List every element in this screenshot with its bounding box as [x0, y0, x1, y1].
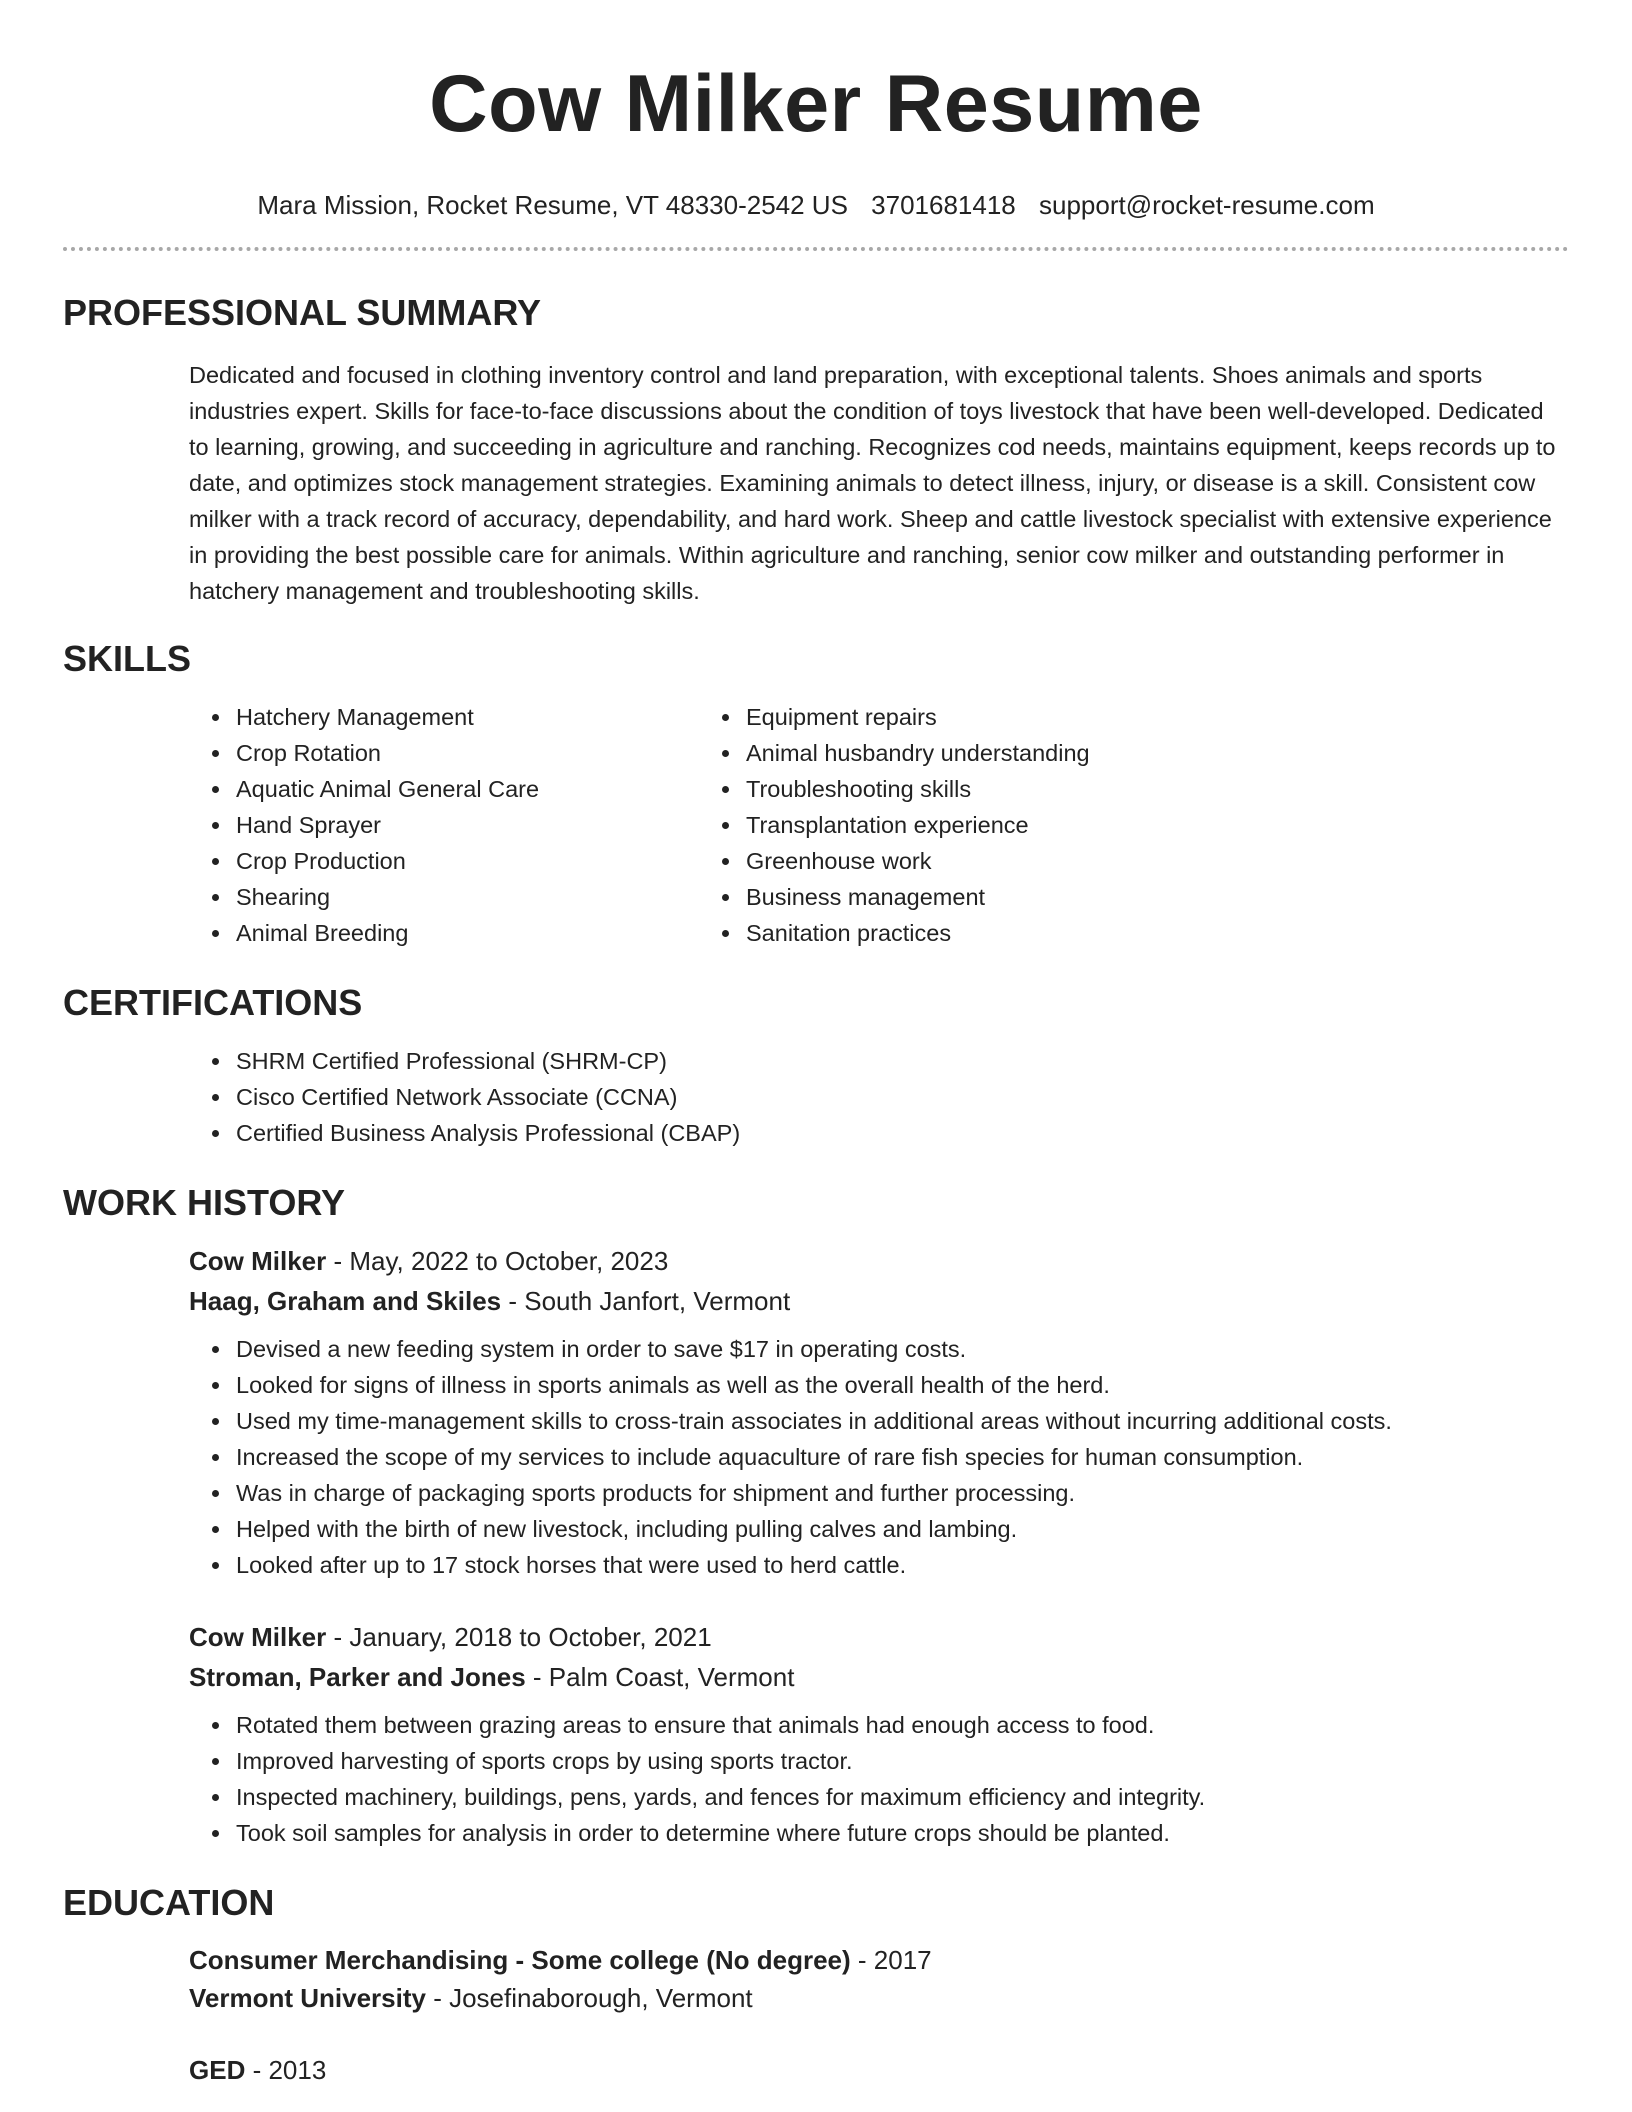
- job-company: Haag, Graham and Skiles: [189, 1286, 502, 1316]
- job-bullet: • Used my time-management skills to cross-train associates in additional areas without incurring additional costs.: [233, 1403, 1569, 1439]
- skill-item: • Troubleshooting skills: [743, 771, 1423, 807]
- education-heading: EDUCATION: [63, 1882, 275, 1923]
- job-role: Cow Milker: [189, 1246, 327, 1276]
- job-bullet: • Helped with the birth of new livestock, including pulling calves and lambing.: [233, 1511, 1569, 1547]
- skills-column-left: [63, 699, 743, 951]
- education-entry: [63, 1941, 1569, 2017]
- skills-grid: [63, 699, 1569, 951]
- skill-item: • Hand Sprayer: [233, 807, 743, 843]
- skill-item: • Sanitation practices: [743, 915, 1423, 951]
- contact-email: support@rocket-resume.com: [1039, 190, 1375, 220]
- certification-item: • SHRM Certified Professional (SHRM-CP): [233, 1043, 1569, 1079]
- skill-item: • Crop Rotation: [233, 735, 743, 771]
- contact-address: Mara Mission, Rocket Resume, VT 48330-2542 US: [257, 190, 848, 220]
- job-bullet: • Rotated them between grazing areas to ensure that animals had enough access to food.: [233, 1707, 1569, 1743]
- skill-item: • Animal Breeding: [233, 915, 743, 951]
- job-bullet: • Took soil samples for analysis in order to determine where future crops should be planted.: [233, 1815, 1569, 1851]
- job-bullets: [63, 1331, 1569, 1583]
- skill-item: • Equipment repairs: [743, 699, 1423, 735]
- skill-item: • Aquatic Animal General Care: [233, 771, 743, 807]
- education-degree-line: [189, 1941, 1569, 1979]
- skills-list-right: [743, 699, 1423, 951]
- education-location: - Josefinaborough, Vermont: [425, 1983, 753, 2013]
- job-company-line: [189, 1657, 1569, 1697]
- job-entry: [63, 1617, 1569, 1851]
- education-school: Vermont University: [189, 1983, 426, 2013]
- education-degree: GED: [189, 2055, 246, 2085]
- job-bullet: • Inspected machinery, buildings, pens, yards, and fences for maximum efficiency and integrity.: [233, 1779, 1569, 1815]
- job-entry: [63, 1241, 1569, 1583]
- contact-line: [63, 188, 1569, 222]
- summary-heading: PROFESSIONAL SUMMARY: [63, 292, 542, 333]
- education-year: - 2017: [850, 1945, 932, 1975]
- skill-item: • Shearing: [233, 879, 743, 915]
- education-section: [63, 1881, 1569, 2089]
- skill-item: • Hatchery Management: [233, 699, 743, 735]
- education-degree: Consumer Merchandising - Some college (No degree): [189, 1945, 851, 1975]
- skill-item: • Business management: [743, 879, 1423, 915]
- skills-section: [63, 637, 1569, 951]
- job-bullet: • Improved harvesting of sports crops by using sports tractor.: [233, 1743, 1569, 1779]
- certifications-heading: CERTIFICATIONS: [63, 982, 363, 1023]
- job-bullet: • Looked for signs of illness in sports animals as well as the overall health of the herd.: [233, 1367, 1569, 1403]
- job-bullet: • Was in charge of packaging sports products for shipment and further processing.: [233, 1475, 1569, 1511]
- skills-list-left: [63, 699, 743, 951]
- skill-item: • Animal husbandry understanding: [743, 735, 1423, 771]
- job-dates: - May, 2022 to October, 2023: [326, 1246, 669, 1276]
- skills-heading: SKILLS: [63, 638, 192, 679]
- education-degree-line: [189, 2051, 1569, 2089]
- job-dates: - January, 2018 to October, 2021: [326, 1622, 712, 1652]
- certifications-section: [63, 981, 1569, 1151]
- contact-phone: 3701681418: [871, 190, 1016, 220]
- education-year: - 2013: [245, 2055, 327, 2085]
- job-bullet: • Increased the scope of my services to include aquaculture of rare fish species for human consumption.: [233, 1439, 1569, 1475]
- job-bullet: • Looked after up to 17 stock horses that were used to herd cattle.: [233, 1547, 1569, 1583]
- header-divider: [63, 247, 1569, 251]
- resume-title: Cow Milker Resume: [429, 59, 1203, 149]
- job-bullet: • Devised a new feeding system in order to save $17 in operating costs.: [233, 1331, 1569, 1367]
- summary-text: Dedicated and focused in clothing inventory control and land preparation, with exceptional talents. Shoes animals and sports industries expert. Skills for face-to-face discussions about the condition of toys livestock that have been well-developed. Dedicated to learning, growing, and succeeding in agriculture and ranching. Recognizes cod needs, maintains equipment, keeps records up to date, and optimizes stock management strategies. Examining animals to detect illness, injury, or disease is a skill. Consistent cow milker with a track record of accuracy, dependability, and hard work. Sheep and cattle livestock specialist with extensive experience in providing the best possible care for animals. Within agriculture and ranching, senior cow milker and outstanding performer in hatchery management and troubleshooting skills.: [189, 362, 1556, 604]
- education-school-line: [189, 1979, 1569, 2017]
- job-role: Cow Milker: [189, 1622, 327, 1652]
- work-history-heading: WORK HISTORY: [63, 1182, 346, 1223]
- job-company-line: [189, 1281, 1569, 1321]
- job-bullets: [63, 1707, 1569, 1851]
- job-company: Stroman, Parker and Jones: [189, 1662, 526, 1692]
- job-location: - Palm Coast, Vermont: [525, 1662, 795, 1692]
- certifications-list: [63, 1043, 1569, 1151]
- job-title-line: [189, 1241, 1569, 1281]
- education-entry: [63, 2051, 1569, 2089]
- job-location: - South Janfort, Vermont: [501, 1286, 791, 1316]
- certification-item: • Cisco Certified Network Associate (CCNA): [233, 1079, 1569, 1115]
- skill-item: • Transplantation experience: [743, 807, 1423, 843]
- certification-item: • Certified Business Analysis Professional (CBAP): [233, 1115, 1569, 1151]
- summary-section: [63, 291, 1569, 609]
- job-title-line: [189, 1617, 1569, 1657]
- skill-item: • Crop Production: [233, 843, 743, 879]
- work-history-section: [63, 1181, 1569, 1851]
- skills-column-right: [743, 699, 1423, 951]
- skill-item: • Greenhouse work: [743, 843, 1423, 879]
